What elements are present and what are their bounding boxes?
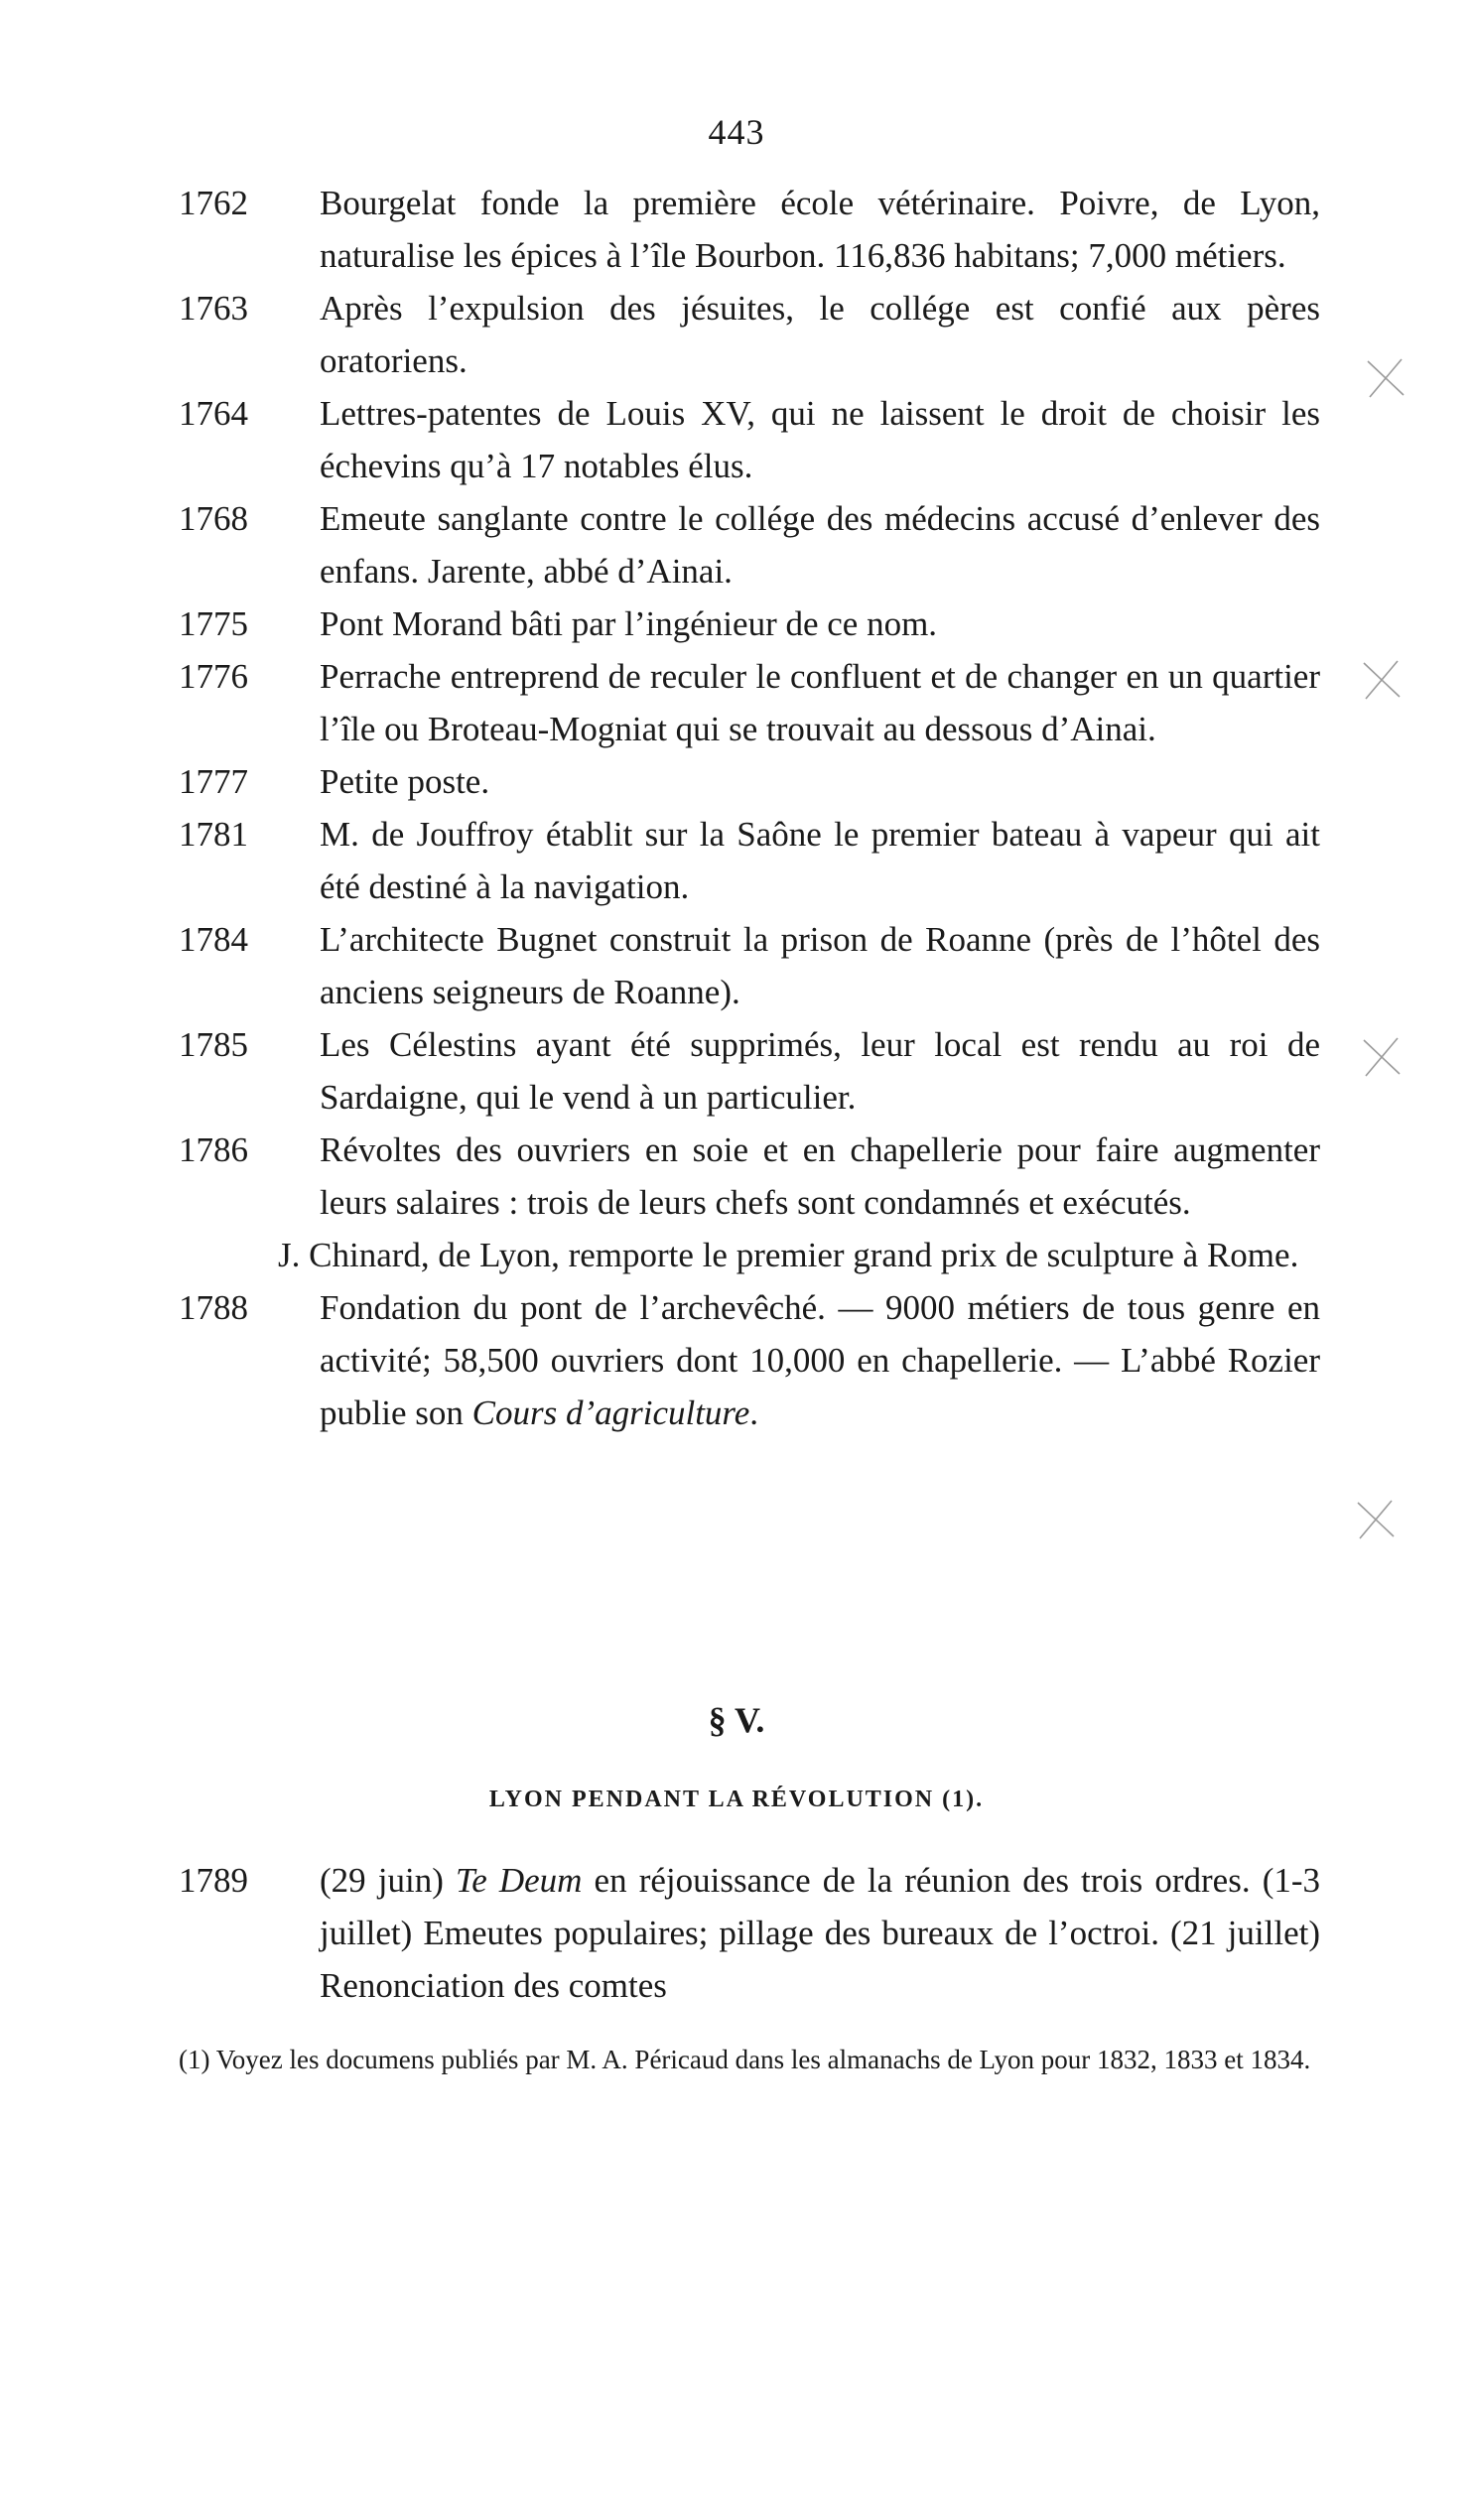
entry-text: Révoltes des ouvriers en soie et en chapellerie pour faire augmenter leurs salaires : trois de leurs chefs sont condamnés et exécutés. [320,1130,1320,1222]
chronology-entry-1764 [179,387,1320,492]
entry-text: M. de Jouffroy établit sur la Saône le premier bateau à vapeur qui ait été destiné à la navigation. [320,815,1320,906]
margin-x-mark-icon [1358,1032,1406,1080]
chronology-entry-1776 [179,650,1320,755]
entry-text-pre: (29 juin) [320,1861,456,1900]
entry-year: 1763 [179,289,248,328]
chronology-entry-1762 [179,177,1320,282]
te-deum-italic: Te Deum [455,1861,583,1900]
footnote-text: (1) Voyez les documens publiés par M. A. Péricaud dans les almanachs de Lyon pour 1832, 1833 et 1834. [179,2045,1311,2074]
entry-year: 1781 [179,815,248,854]
entry-year: 1764 [179,394,248,433]
entry-text-main: en réjouissance de la réunion des trois ordres. (1-3 juillet) Emeutes populaires; pillage des bureaux de l’octroi. (21 juillet) Renonciation des comtes [320,1861,1320,2005]
entry-year: 1785 [179,1025,248,1064]
chronology-entry-1789 [179,1854,1320,2012]
entry-text: Petite poste. [320,762,490,801]
entry-year: 1768 [179,499,248,538]
footnote [179,2037,1320,2082]
margin-x-mark-icon [1352,1495,1400,1542]
entry-year: 1776 [179,657,248,696]
entry-year: 1789 [179,1861,248,1900]
chronology-list [179,177,1320,1439]
entry-text [320,1854,1320,2012]
section-title: LYON PENDANT LA RÉVOLUTION (1). [488,1787,985,1812]
entry-text: L’architecte Bugnet construit la prison de Roanne (près de l’hôtel des anciens seigneurs de Roanne). [320,920,1320,1011]
margin-x-mark-icon [1362,353,1409,401]
entry-text: Pont Morand bâti par l’ingénieur de ce nom. [320,604,938,643]
chronology-entry-1784 [179,913,1320,1018]
entry-year: 1788 [179,1288,248,1327]
chronology-entry-1785 [179,1018,1320,1124]
entry-text: Les Célestins ayant été supprimés, leur local est rendu au roi de Sardaigne, qui le vend à un particulier. [320,1025,1320,1117]
entry-text: Après l’expulsion des jésuites, le collége est confié aux pères oratoriens. [320,289,1320,380]
page-number: 443 [708,112,765,152]
margin-x-mark-icon [1358,655,1406,703]
entry-text: Perrache entreprend de reculer le confluent et de changer en un quartier l’île ou Broteau-Mogniat qui se trouvait au dessous d’Ainai. [320,657,1320,748]
chronology-entry-1768 [179,492,1320,597]
chronology-entry-chinard [179,1229,1320,1281]
chronology-entry-1777 [179,755,1320,808]
chronology-list-revolution [179,1854,1320,2012]
entry-year: 1786 [179,1130,248,1169]
entry-text: J. Chinard, de Lyon, remporte le premier grand prix de sculpture à Rome. [278,1236,1299,1274]
entry-year: 1777 [179,762,248,801]
entry-year: 1775 [179,604,248,643]
section-mark: § V. [708,1700,765,1740]
chronology-entry-1775 [179,597,1320,650]
entry-year: 1784 [179,920,248,959]
entry-year: 1762 [179,184,248,222]
chronology-entry-1786 [179,1124,1320,1229]
book-title: Cours d’agriculture [471,1393,750,1432]
entry-text-main: Fondation du pont de l’archevêché. — 9000 métiers de tous genre en activité; 58,500 ouvriers dont 10,000 en chapellerie. — L’abbé Rozier publie son [320,1288,1320,1432]
entry-text-end: . [749,1393,759,1432]
entry-text [320,1281,1320,1439]
chronology-entry-1763 [179,282,1320,387]
entry-text: Bourgelat fonde la première école vétérinaire. Poivre, de Lyon, naturalise les épices à l’île Bourbon. 116,836 habitans; 7,000 métiers. [320,184,1320,275]
entry-text: Emeute sanglante contre le collége des médecins accusé d’enlever des enfans. Jarente, abbé d’Ainai. [320,499,1320,591]
chronology-entry-1788 [179,1281,1320,1439]
entry-text: Lettres-patentes de Louis XV, qui ne laissent le droit de choisir les échevins qu’à 17 notables élus. [320,394,1320,485]
chronology-entry-1781 [179,808,1320,913]
